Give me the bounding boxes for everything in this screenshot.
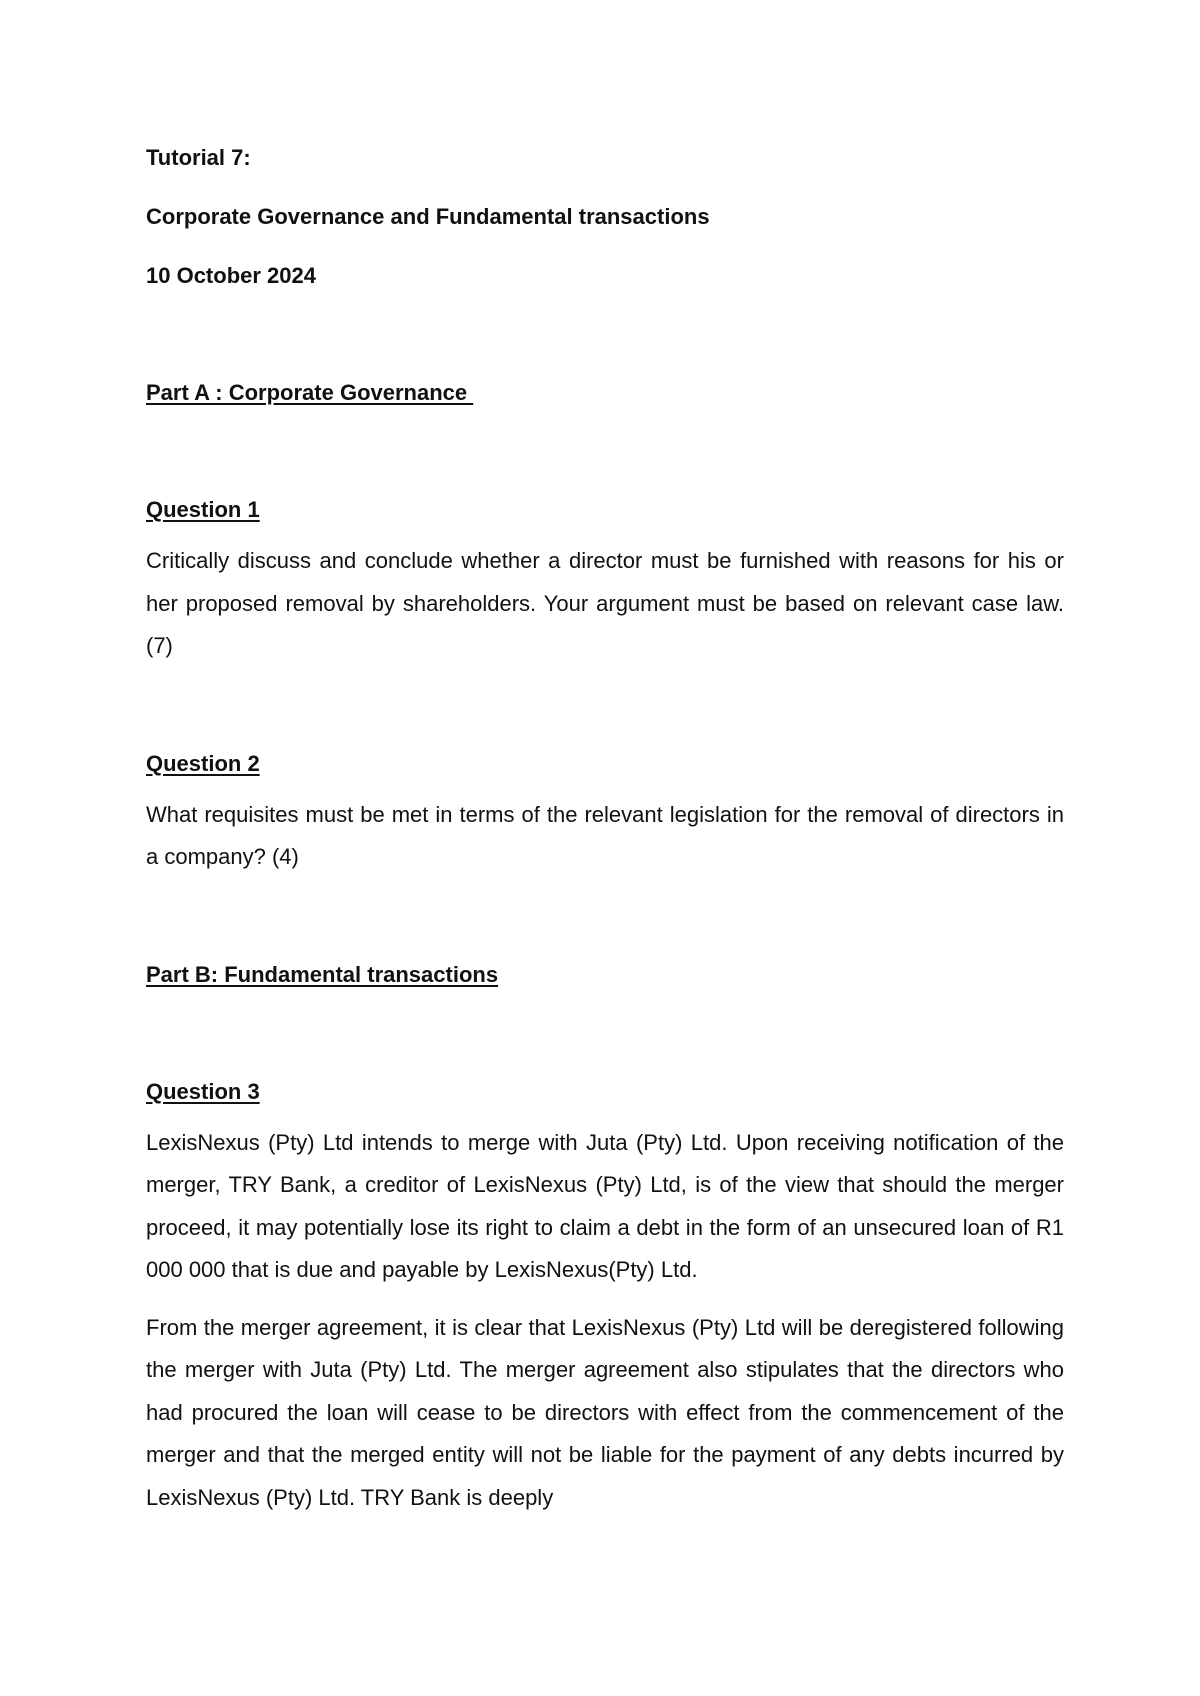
question-2-heading: Question 2	[146, 750, 260, 776]
question-3-heading: Question 3	[146, 1078, 260, 1104]
tutorial-number: Tutorial 7:	[146, 145, 251, 170]
part-a-heading: Part A : Corporate Governance	[146, 380, 474, 405]
question-2-text: What requisites must be met in terms of the relevant legislation for the removal of directors in a company? (4)	[146, 801, 1064, 869]
question-3-paragraph-1: LexisNexus (Pty) Ltd intends to merge with Juta (Pty) Ltd. Upon receiving notification of the merger, TRY Bank, a creditor of LexisNexus (Pty) Ltd, is of the view that should the merger proceed, it may potentially lose its right to claim a debt in the form of an unsecured loan of R1 000 000 that is due and payable by LexisNexus(Pty) Ltd.	[146, 1129, 1064, 1282]
document-content	[146, 143, 1064, 1519]
document-date: 10 October 2024	[146, 263, 316, 288]
document-title: Corporate Governance and Fundamental transactions	[146, 204, 710, 229]
question-3-paragraph-2: From the merger agreement, it is clear that LexisNexus (Pty) Ltd will be deregistered following the merger with Juta (Pty) Ltd. The merger agreement also stipulates that the directors who had procured the loan will cease to be directors with effect from the commencement of the merger and that the merged entity will not be liable for the payment of any debts incurred by LexisNexus (Pty) Ltd. TRY Bank is deeply	[146, 1314, 1064, 1510]
part-b-heading: Part B: Fundamental transactions	[146, 961, 499, 987]
question-1-text: Critically discuss and conclude whether a director must be furnished with reasons for his or her proposed removal by shareholders. Your argument must be based on relevant case law. (7)	[146, 548, 1064, 658]
question-1-heading: Question 1	[146, 497, 260, 522]
